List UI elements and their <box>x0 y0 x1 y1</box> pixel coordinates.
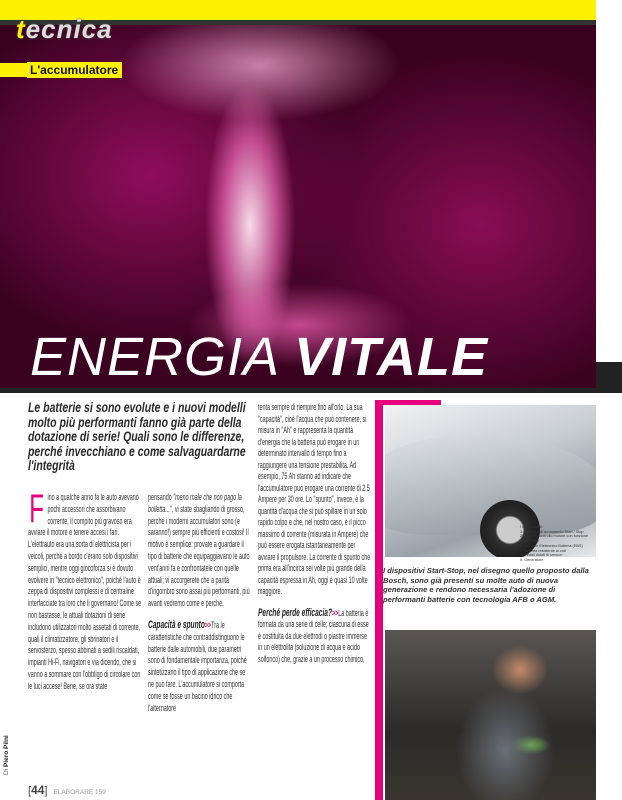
dropcap: F <box>29 487 44 531</box>
arrow-icon: >> <box>331 607 339 618</box>
subheading-capacity: Capacità e spunto <box>148 618 205 631</box>
body-column-2: pensando "meno male che non pago la bolletta...", vi state sbagliando di grosso, perché i moderni accumulatori sono (e saranno!) sempre più efficienti e costosi! Il motivo è semplice: provate a guardare il tipo di batterie che equipaggiavano le auto vent'anni fa e confrontatele con quelle attuali; vi accorgerete che a parità d'ingombro sono assai più performanti, più avanti vedremo come e perché. Capacità e spunto>>Tra le caratteristiche che contraddistinguono le batterie dalle automobili, due parametri sono di fondamentale importanza, poiché sintetizzano il tipo di applicazione che se ne può fare. L'accumulatore si comporta come se fosse un bacino idrico che l'alternatore <box>148 492 250 713</box>
accent-frame-vertical <box>375 400 383 800</box>
page-folio: [44] ELABORARE 159 <box>28 783 106 797</box>
body-column-1: Fino a qualche anno fa le auto avevano pochi accessori che assorbivano corrente, il compito più gravoso era avviare il motore e tenere accesi i fari. L'elettrauto era una sorta di elettricista per i veicoli, perché a bordo c'erano solo dispositivi semplici, mentre oggi giocoforza si è dovuto evolvere in "tecnico elettronico", poiché l'auto è zeppa di dispositivi complessi e di centraline interfacciate tra loro che li governano! Come se non bastasse, le attuali dotazioni di serie includono utilizzatori molto assetati di corrente, quali il climatizzatore, gli sbrinatori e il servosterzo, spesso abbinati a sedili riscaldati, impianti Hi-Fi, navigatori e via dicendo, che si vanno a sommare con l'obbligo di circolare con le luci accese! Bene, se ora state <box>28 487 142 691</box>
byline: Di Piero Pilni <box>3 735 10 775</box>
section-label: tecnica <box>16 14 113 44</box>
mechanic-photo <box>385 630 596 800</box>
figure-caption: I dispositivi Start-Stop, nel disegno quello proposto dalla Bosch, sono già presenti su molte auto di nuova generazione e rendono necessaria l'adozione di performanti batterie con tecnologia AFB o AGM. <box>383 566 589 604</box>
kicker: L'accumulatore <box>27 62 122 78</box>
body-column-3: tenta sempre di riempire fino all'orlo. La sua "capacità", cioè l'acqua che può contenere, si misura in "Ah" e rappresenta la quantità d'energia che la batteria può erogare in un determinato intervallo di tempo fino a raggiungere una tensione prestabilita. Ad esempio, 75 Ah stanno ad indicare che l'accumulatore può erogare una corrente di 2,5 Ampere per 30 ore. Lo "spunto", invece, è la quantità d'acqua che si può spillare in un solo rapido colpo e che, nel nostro caso, è il picco massimo di corrente (misurata in Ampere) che può essere erogata istantaneamente per avviare il propulsore. La corrente di spunto che prima era all'incirca sei volte più grande della capacità espressa in Ah, oggi è quasi 10 volte maggiore. Perché perde efficacia?>>La batteria è formata da una serie di celle; ciascuna di esse è costituita da due elettrodi o piastre immerse in un elettrolita (soluzione di acqua e acido solforico) che, grazie a un processo chimico, <box>258 402 371 664</box>
kicker-bar <box>0 63 27 77</box>
components-legend: I componenti: 1. Motorino di avviamento Start / Stop 2. Unità di controllo motore con funzione Start / Stop 3. Sensore Elettronico Batteria (EBS) 4. Batteria resistente ai cicli 5. Pedali dotati di sensori 6. Generatore <box>520 525 588 562</box>
arrow-icon: >> <box>204 619 212 630</box>
subheading-efficacy: Perché perde efficacia? <box>258 606 332 619</box>
article-title: ENERGIA VITALE <box>30 327 489 387</box>
lead-paragraph: Le batterie si sono evolute e i nuovi modelli molto più performanti fanno già parte della dotazione di serie! Quali sono le differenze, perché invecchiano e come salvaguardarne l'integrità <box>28 399 246 473</box>
title-side-block <box>596 362 622 388</box>
title-rule <box>0 388 622 393</box>
